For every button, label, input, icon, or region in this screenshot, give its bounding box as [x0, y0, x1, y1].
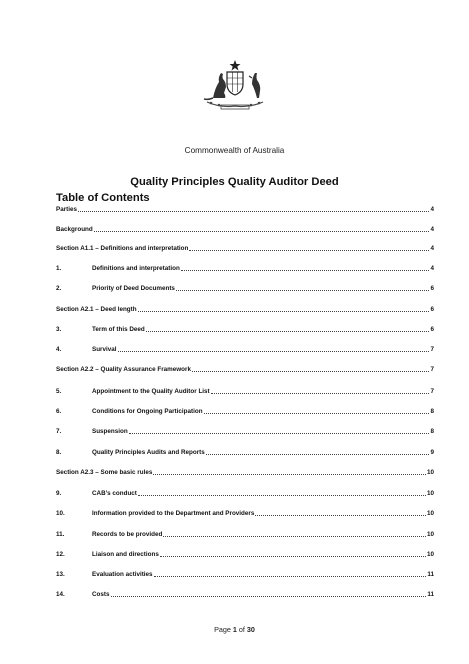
toc-entry[interactable]: [56, 530, 434, 539]
toc-entry-number: 8.: [56, 449, 62, 456]
toc-entry-page: 10: [426, 469, 434, 476]
toc-entry[interactable]: [56, 509, 434, 518]
toc-entry[interactable]: [56, 205, 434, 214]
toc-entry[interactable]: [56, 387, 434, 396]
toc-entry-label: Section A2.3 – Some basic rules: [56, 469, 153, 476]
toc-entry-page: 6: [430, 306, 434, 313]
toc-entry-label: Liaison and directions: [92, 551, 159, 558]
toc-entry-label: CAB’s conduct: [92, 490, 137, 497]
page-of: of: [236, 625, 247, 634]
toc-entry[interactable]: [56, 365, 434, 374]
commonwealth-coat-of-arms-icon: [199, 58, 271, 110]
toc-entry-label: Parties: [56, 206, 78, 213]
toc-entry-page: 10: [426, 510, 434, 517]
toc-entry-number: 3.: [56, 326, 62, 333]
toc-entry-page: 6: [430, 285, 434, 292]
toc-entry-page: 11: [427, 571, 434, 578]
toc-entry-number: 5.: [56, 388, 62, 395]
toc-entry[interactable]: [56, 244, 434, 253]
toc-entry[interactable]: [56, 550, 434, 559]
toc-heading: Table of Contents: [56, 192, 150, 204]
toc-entry-label: Term of this Deed: [92, 326, 145, 333]
toc-entry-page: 4: [430, 265, 434, 272]
document-title: Quality Principles Quality Auditor Deed: [130, 176, 339, 188]
page-prefix: Page: [214, 625, 233, 634]
toc-entry-page: 10: [426, 531, 434, 538]
toc-entry[interactable]: [56, 284, 434, 293]
toc-dot-leader: [176, 284, 430, 291]
toc-entry-number: 4.: [56, 346, 62, 353]
toc-entry[interactable]: [56, 468, 434, 477]
toc-entry-number: 10.: [56, 510, 65, 517]
toc-entry[interactable]: [56, 427, 434, 436]
toc-dot-leader: [78, 205, 429, 212]
toc-entry-page: 4: [430, 206, 434, 213]
organisation-name: Commonwealth of Australia: [184, 146, 285, 155]
toc-entry-label: Evaluation activities: [92, 571, 153, 578]
toc-entry[interactable]: [56, 448, 434, 457]
toc-entry-label: Suspension: [92, 428, 128, 435]
toc-entry-label: Costs: [92, 591, 110, 598]
toc-entry-number: 11.: [56, 531, 65, 538]
toc-entry-label: Section A1.1 – Definitions and interpretation: [56, 245, 189, 252]
toc-entry-number: 2.: [56, 285, 62, 292]
toc-dot-leader: [181, 264, 430, 271]
toc-dot-leader: [138, 489, 426, 496]
toc-entry[interactable]: [56, 489, 434, 498]
toc-entry-page: 6: [430, 326, 434, 333]
toc-entry-label: Background: [56, 226, 93, 233]
current-page: 1: [232, 625, 237, 634]
toc-entry-page: 4: [430, 245, 434, 252]
toc-entry-number: 6.: [56, 408, 62, 415]
toc-entry-label: Survival: [92, 346, 117, 353]
toc-entry-page: 7: [430, 366, 434, 373]
toc-entry[interactable]: [56, 225, 434, 234]
toc-dot-leader: [111, 590, 427, 597]
toc-entry-number: 12.: [56, 551, 65, 558]
toc-entry-page: 10: [426, 490, 434, 497]
toc-dot-leader: [138, 305, 430, 312]
toc-dot-leader: [118, 345, 430, 352]
toc-dot-leader: [192, 365, 430, 372]
toc-dot-leader: [211, 387, 430, 394]
toc-entry-page: 8: [430, 408, 434, 415]
toc-dot-leader: [146, 325, 430, 332]
toc-entry-label: Section A2.2 – Quality Assurance Framework: [56, 366, 191, 373]
toc-entry[interactable]: [56, 325, 434, 334]
toc-entry-label: Quality Principles Audits and Reports: [92, 449, 205, 456]
toc-entry-number: 7.: [56, 428, 62, 435]
toc-dot-leader: [153, 468, 426, 475]
toc-entry-page: 7: [430, 346, 434, 353]
toc-entry[interactable]: [56, 407, 434, 416]
toc-entry[interactable]: [56, 264, 434, 273]
toc-entry-label: Appointment to the Quality Auditor List: [92, 388, 210, 395]
toc-entry-page: 7: [430, 388, 434, 395]
toc-entry-label: Conditions for Ongoing Participation: [92, 408, 203, 415]
toc-dot-leader: [204, 407, 430, 414]
toc-entry-label: Information provided to the Department and Providers: [92, 510, 255, 517]
toc-entry-number: 9.: [56, 490, 62, 497]
toc-dot-leader: [129, 427, 430, 434]
toc-dot-leader: [206, 448, 430, 455]
toc-entry[interactable]: [56, 345, 434, 354]
toc-entry-page: 10: [426, 551, 434, 558]
toc-entry-number: 1.: [56, 265, 62, 272]
toc-entry-page: 9: [430, 449, 434, 456]
toc-entry[interactable]: [56, 570, 434, 579]
page-footer: [0, 625, 469, 634]
total-pages: 30: [246, 625, 255, 634]
toc-entry-label: Records to be provided: [92, 531, 163, 538]
toc-dot-leader: [94, 225, 430, 232]
toc-entry-page: 8: [430, 428, 434, 435]
toc-dot-leader: [163, 530, 426, 537]
toc-entry-page: 4: [430, 226, 434, 233]
toc-dot-leader: [255, 509, 426, 516]
toc-entry-page: 11: [427, 591, 434, 598]
toc-dot-leader: [160, 550, 426, 557]
toc-entry-number: 13.: [56, 571, 65, 578]
toc-entry-label: Section A2.1 – Deed length: [56, 306, 137, 313]
toc-entry[interactable]: [56, 305, 434, 314]
toc-dot-leader: [154, 570, 427, 577]
toc-entry-label: Priority of Deed Documents: [92, 285, 175, 292]
toc-entry[interactable]: [56, 590, 434, 599]
toc-entry-number: 14.: [56, 591, 65, 598]
toc-dot-leader: [189, 244, 429, 251]
toc-entry-label: Definitions and interpretation: [92, 265, 180, 272]
